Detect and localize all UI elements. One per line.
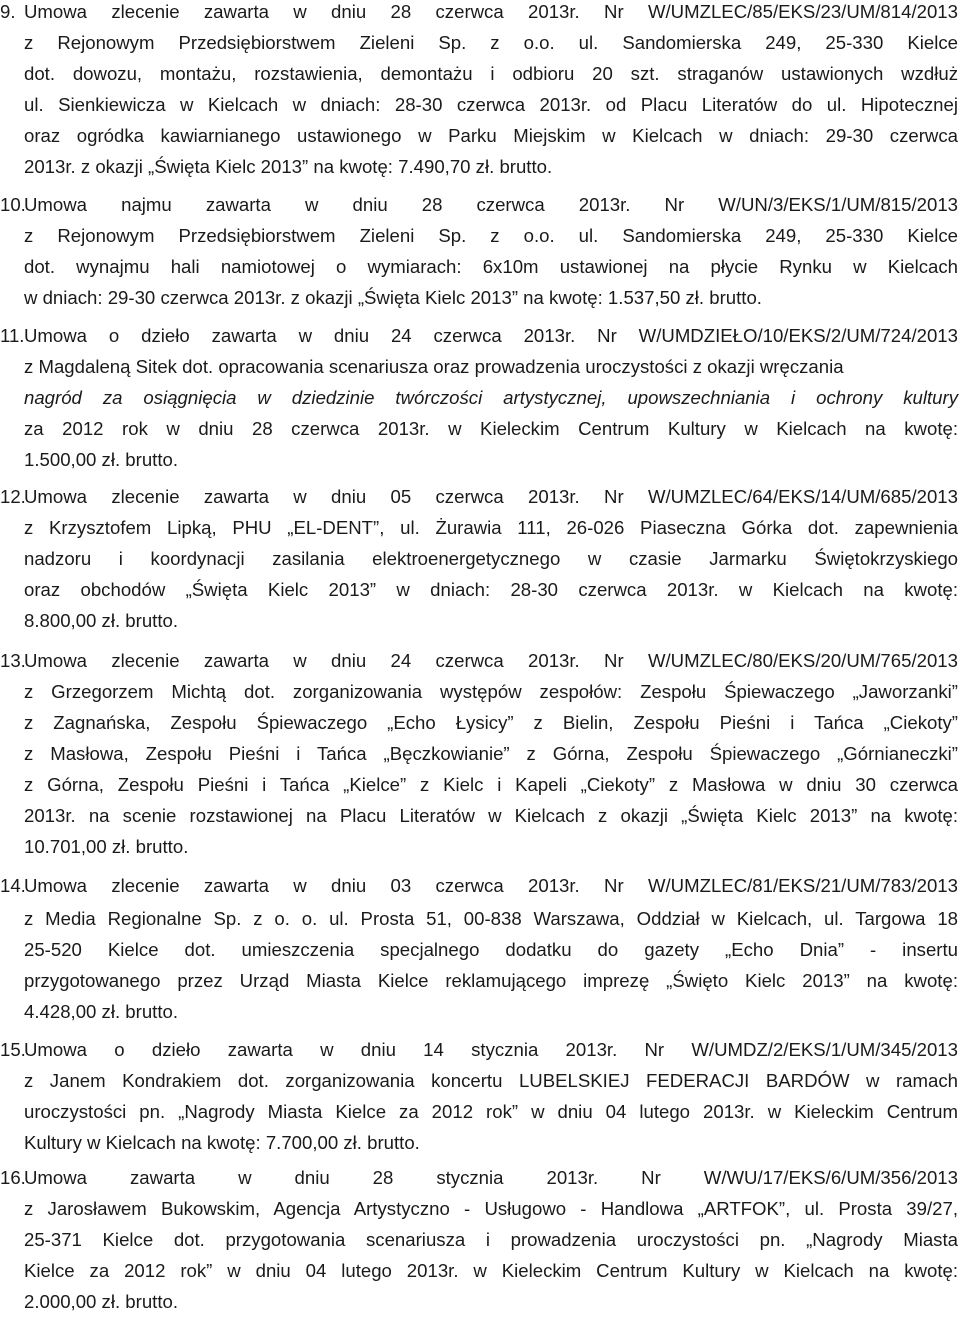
item-line: 10.701,00 zł. brutto. (24, 836, 189, 857)
item-line: z Media Regionalne Sp. z o. o. ul. Prosta 51, 00-838 Warszawa, Oddział w Kielcach, ul. Targowa 18 (24, 908, 958, 929)
item-line: z Rejonowym Przedsiębiorstwem Zieleni Sp. z o.o. ul. Sandomierska 249, 25-330 Kielce (24, 32, 958, 53)
item-heading: Umowa zlecenie zawarta w dniu 03 czerwca 2013r. Nr W/UMZLEC/81/EKS/21/UM/783/2013 (24, 875, 958, 896)
item-number: 13. (0, 650, 26, 671)
item-heading: Umowa najmu zawarta w dniu 28 czerwca 2013r. Nr W/UN/3/EKS/1/UM/815/2013 (24, 194, 958, 215)
item-line: z Jarosławem Bukowskim, Agencja Artystyczno - Usługowo - Handlowa „ARTFOK”, ul. Prosta 39/27, (24, 1198, 958, 1219)
item-line: z Zagnańska, Zespołu Śpiewaczego „Echo Łysicy” z Bielin, Zespołu Pieśni i Tańca „Ciekoty” (24, 712, 958, 733)
item-heading: Umowa zawarta w dniu 28 stycznia 2013r. Nr W/WU/17/EKS/6/UM/356/2013 (24, 1167, 958, 1188)
item-line: dot. wynajmu hali namiotowej o wymiarach: 6x10m ustawionej na płycie Rynku w Kielcach (24, 256, 958, 277)
item-line: oraz obchodów „Święta Kielc 2013” w dniach: 28-30 czerwca 2013r. w Kielcach na kwotę: (24, 579, 958, 600)
item-line: z Masłowa, Zespołu Pieśni i Tańca „Bęczkowianie” z Górna, Zespołu Śpiewaczego „Górnianeczki” (24, 743, 958, 764)
item-number: 9. (0, 1, 16, 22)
item-line: z Rejonowym Przedsiębiorstwem Zieleni Sp. z o.o. ul. Sandomierska 249, 25-330 Kielce (24, 225, 958, 246)
item-line: 2013r. z okazji „Święta Kielc 2013” na kwotę: 7.490,70 zł. brutto. (24, 156, 553, 177)
item-line: za 2012 rok w dniu 28 czerwca 2013r. w Kieleckim Centrum Kultury w Kielcach na kwotę: (24, 418, 958, 439)
item-line: ul. Sienkiewicza w Kielcach w dniach: 28-30 czerwca 2013r. od Placu Literatów do ul. Hipotecznej (24, 94, 958, 115)
item-line: Kielce za 2012 rok” w dniu 04 lutego 2013r. w Kieleckim Centrum Kultury w Kielcach na kwotę: (24, 1260, 958, 1281)
item-line: 2013r. na scenie rozstawionej na Placu Literatów w Kielcach z okazji „Święta Kielc 2013” na kwotę: (24, 805, 958, 826)
item-line: w dniach: 29-30 czerwca 2013r. z okazji „Święta Kielc 2013” na kwotę: 1.537,50 zł. brutto. (24, 287, 762, 308)
item-number: 14. (0, 875, 26, 896)
item-line: nadzoru i koordynacji zasilania elektroenergetycznego w czasie Jarmarku Świętokrzyskiego (24, 548, 958, 569)
item-line: przygotowanego przez Urząd Miasta Kielce reklamującego imprezę „Święto Kielc 2013” na kwotę: (24, 970, 958, 991)
item-line: 1.500,00 zł. brutto. (24, 449, 179, 470)
item-heading: Umowa zlecenie zawarta w dniu 24 czerwca 2013r. Nr W/UMZLEC/80/EKS/20/UM/765/2013 (24, 650, 958, 671)
item-heading: Umowa o dzieło zawarta w dniu 24 czerwca 2013r. Nr W/UMDZIEŁO/10/EKS/2/UM/724/2013 (24, 325, 958, 346)
item-heading: Umowa zlecenie zawarta w dniu 05 czerwca 2013r. Nr W/UMZLEC/64/EKS/14/UM/685/2013 (24, 486, 958, 507)
item-line: Kultury w Kielcach na kwotę: 7.700,00 zł. brutto. (24, 1132, 420, 1153)
item-number: 11. (0, 325, 25, 346)
item-line: oraz ogródka kawiarnianego ustawionego w Parku Miejskim w Kielcach w dniach: 29-30 czerwca (24, 125, 958, 146)
item-line: z Magdaleną Sitek dot. opracowania scenariusza oraz prowadzenia uroczystości z okazji wręczania (24, 356, 844, 377)
item-line: nagród za osiągnięcia w dziedzinie twórczości artystycznej, upowszechniania i ochrony kultury (24, 387, 958, 408)
item-heading: Umowa zlecenie zawarta w dniu 28 czerwca 2013r. Nr W/UMZLEC/85/EKS/23/UM/814/2013 (24, 1, 958, 22)
item-number: 16. (0, 1167, 26, 1188)
item-line: z Krzysztofem Lipką, PHU „EL-DENT”, ul. Żurawia 111, 26-026 Piaseczna Górka dot. zapewnienia (24, 517, 958, 538)
item-line: z Janem Kondrakiem dot. zorganizowania koncertu LUBELSKIEJ FEDERACJI BARDÓW w ramach (24, 1070, 958, 1091)
item-line: dot. dowozu, montażu, rozstawienia, demontażu i odbioru 20 szt. straganów ustawionych wzdłuż (24, 63, 958, 84)
item-line: 25-520 Kielce dot. umieszczenia specjalnego dodatku do gazety „Echo Dnia” - insertu (24, 939, 958, 960)
item-number: 12. (0, 486, 26, 507)
item-line: uroczystości pn. „Nagrody Miasta Kielce za 2012 rok” w dniu 04 lutego 2013r. w Kieleckim Centrum (24, 1101, 958, 1122)
item-heading: Umowa o dzieło zawarta w dniu 14 stycznia 2013r. Nr W/UMDZ/2/EKS/1/UM/345/2013 (24, 1039, 958, 1060)
item-line: 4.428,00 zł. brutto. (24, 1001, 179, 1022)
item-line: z Grzegorzem Michtą dot. zorganizowania występów zespołów: Zespołu Śpiewaczego „Jaworzanki” (24, 681, 958, 702)
item-line: z Górna, Zespołu Pieśni i Tańca „Kielce” z Kielc i Kapeli „Ciekoty” z Masłowa w dniu 30 czerwca (24, 774, 958, 795)
item-number: 10. (0, 194, 26, 215)
item-line: 25-371 Kielce dot. przygotowania scenariusza i prowadzenia uroczystości pn. „Nagrody Miasta (24, 1229, 958, 1250)
item-line: 2.000,00 zł. brutto. (24, 1291, 179, 1312)
item-line: 8.800,00 zł. brutto. (24, 610, 179, 631)
item-number: 15. (0, 1039, 26, 1060)
